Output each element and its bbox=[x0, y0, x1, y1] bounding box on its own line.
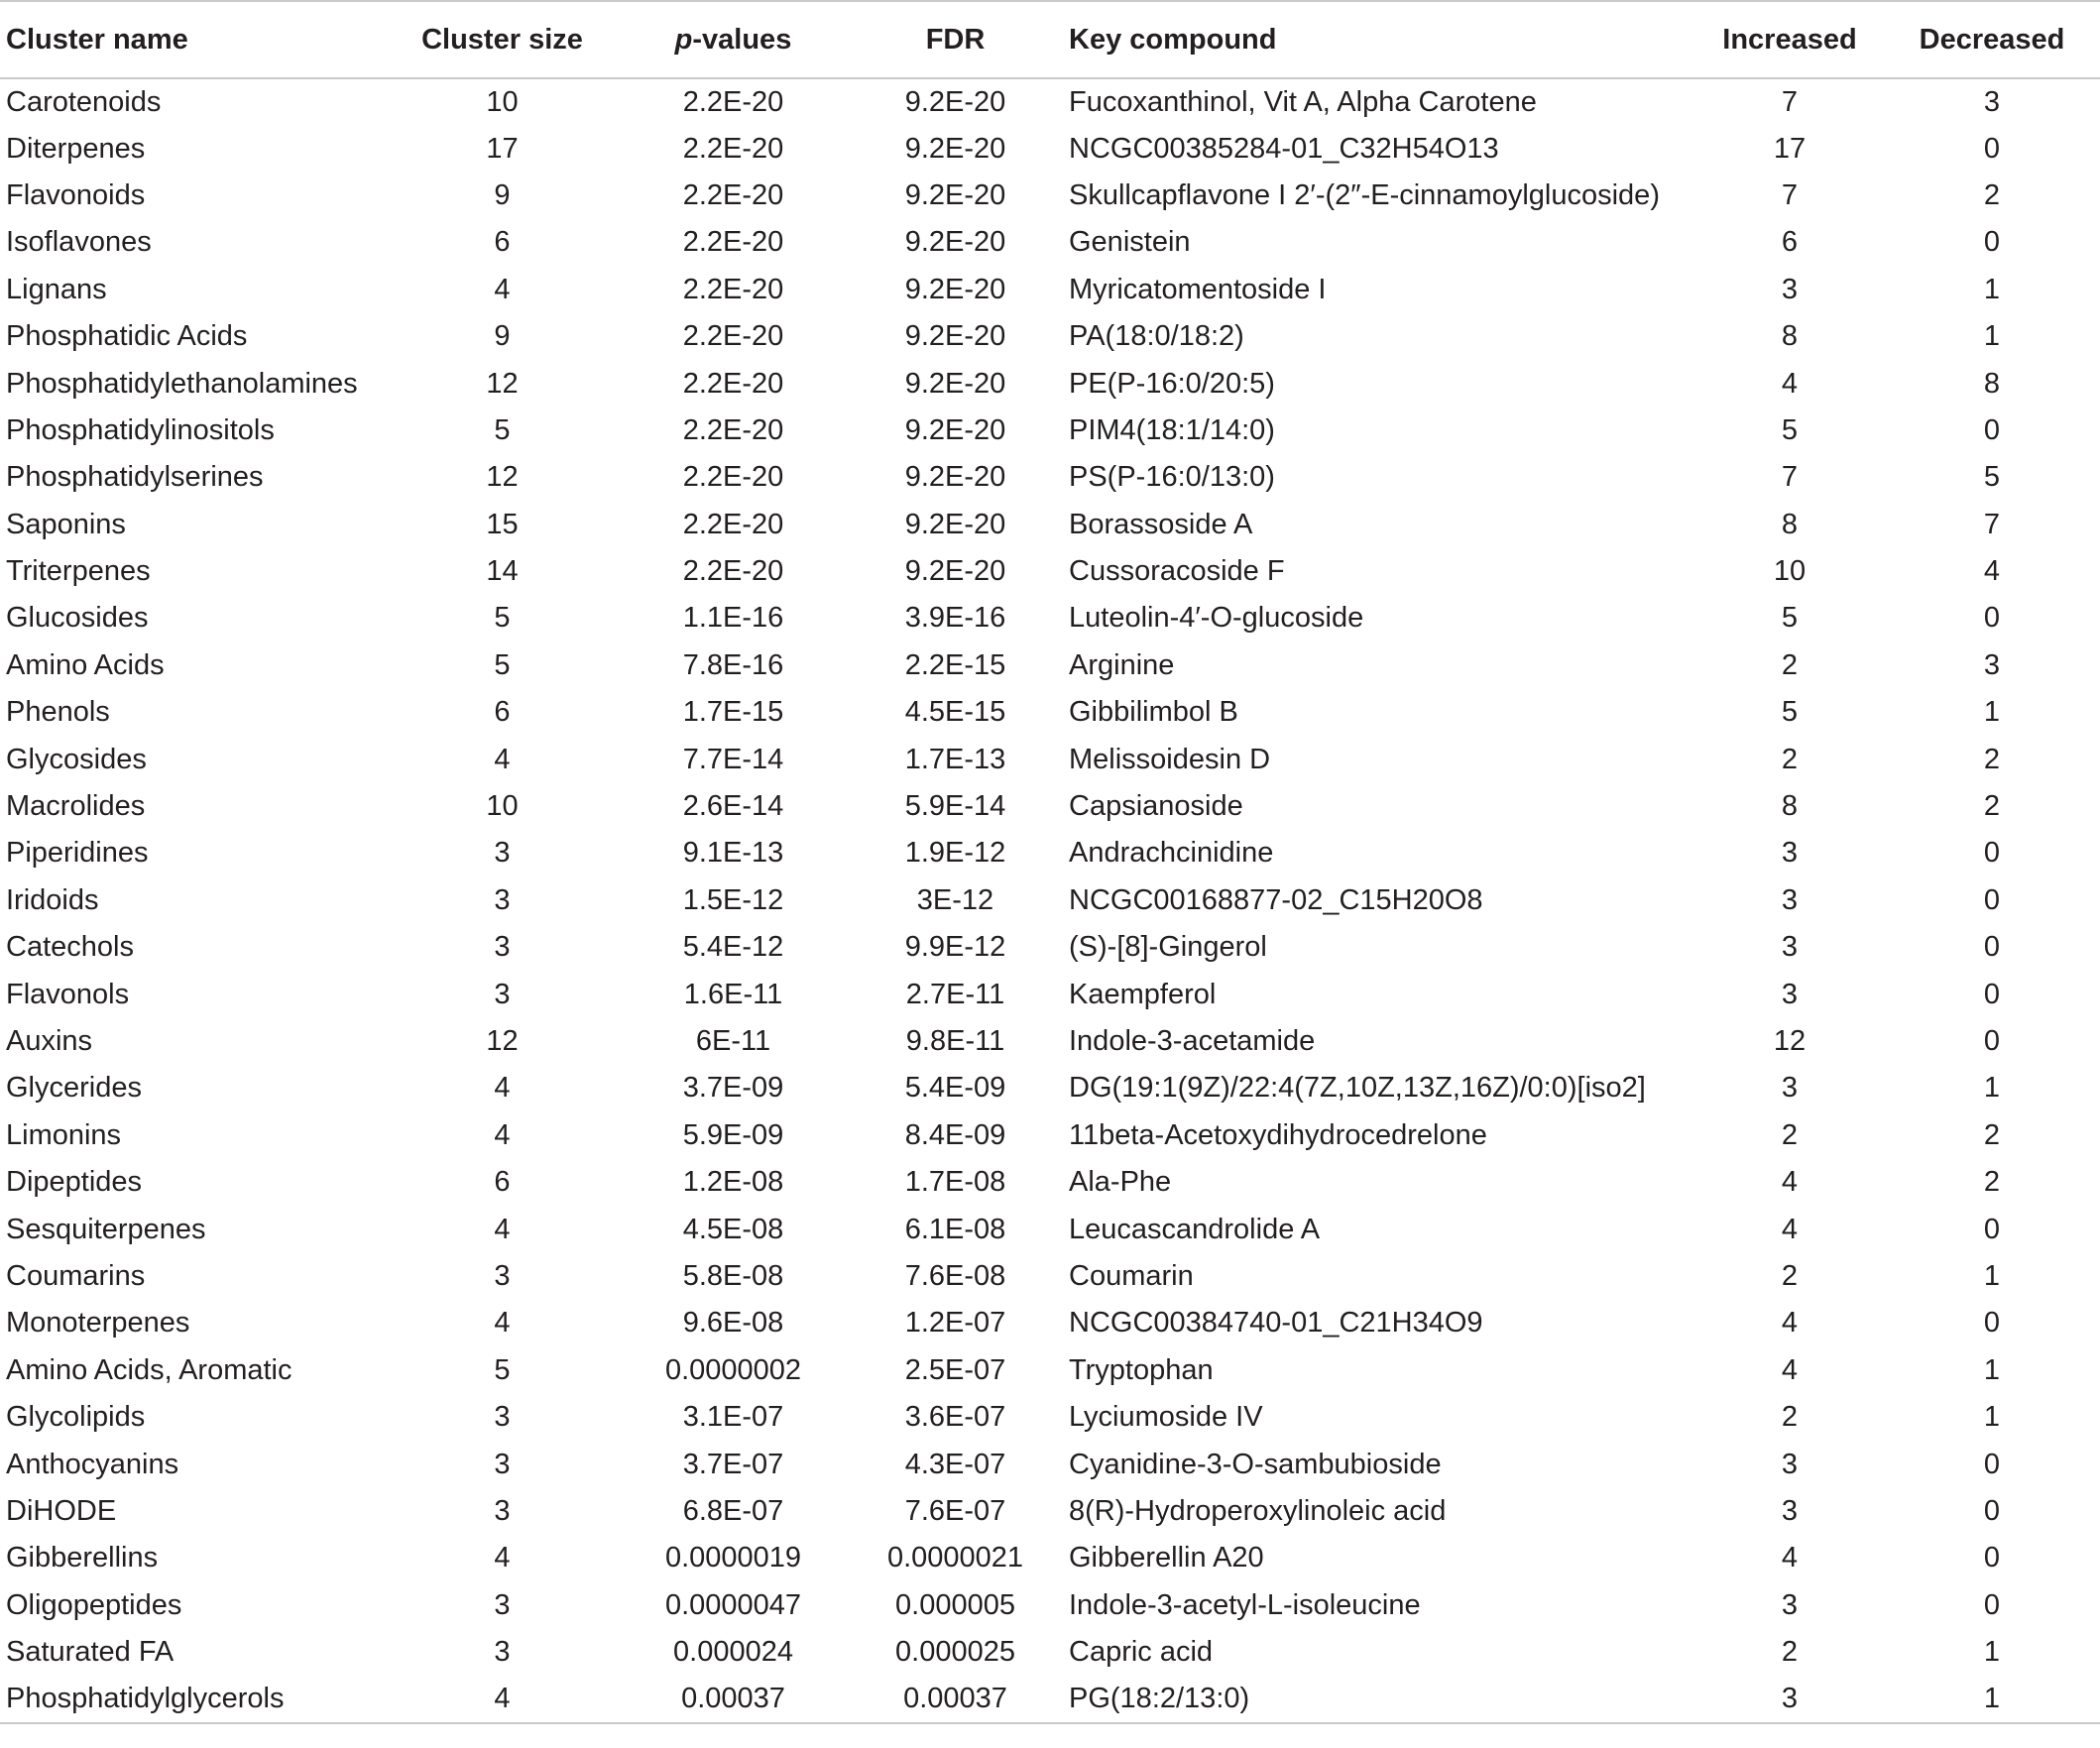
cell-decreased: 0 bbox=[1983, 1307, 2001, 1340]
header-p-values-rest: -values bbox=[692, 23, 792, 56]
table-row bbox=[0, 1300, 2100, 1346]
cell-key-compound: Indole-3-acetamide bbox=[1069, 1025, 1316, 1057]
cell-cluster-size: 4 bbox=[494, 1542, 511, 1574]
cell-p-value: 1.6E-11 bbox=[683, 978, 783, 1010]
cell-fdr: 5.9E-14 bbox=[904, 790, 1006, 823]
cell-fdr: 0.000025 bbox=[895, 1636, 1015, 1669]
cell-p-value: 3.7E-09 bbox=[682, 1072, 784, 1105]
header-cluster-name: Cluster name bbox=[0, 1, 380, 78]
cell-p-value: 2.2E-20 bbox=[682, 461, 784, 494]
cell-cluster-size: 4 bbox=[380, 1676, 625, 1722]
cell-p-value: 4.5E-08 bbox=[682, 1213, 784, 1245]
cell-cluster-size: 3 bbox=[494, 1401, 511, 1434]
cell-cluster-name: Lignans bbox=[6, 273, 107, 305]
cell-decreased: 1 bbox=[1884, 1676, 2100, 1722]
cell-cluster-name: Carotenoids bbox=[6, 85, 162, 118]
cell-p-value: 3.7E-07 bbox=[682, 1448, 784, 1480]
cell-decreased: 8 bbox=[1983, 367, 2001, 400]
cell-key-compound: Cussoracoside F bbox=[1069, 555, 1285, 588]
cell-increased: 2 bbox=[1781, 648, 1799, 681]
cell-decreased: 1 bbox=[1983, 1353, 2001, 1386]
cell-key-compound: PA(18:0/18:2) bbox=[1069, 320, 1244, 353]
cell-p-value: 2.2E-20 bbox=[682, 320, 784, 353]
cell-key-compound: (S)-[8]-Gingerol bbox=[1069, 931, 1267, 964]
cell-p-value: 1.2E-08 bbox=[682, 1166, 784, 1199]
cell-cluster-size: 3 bbox=[494, 1636, 511, 1669]
cell-decreased: 0 bbox=[1983, 978, 2001, 1010]
cell-decreased: 0 bbox=[1983, 1448, 2001, 1480]
cell-cluster-size: 4 bbox=[494, 743, 511, 775]
cell-decreased: 2 bbox=[1983, 743, 2001, 775]
table-row bbox=[0, 1394, 2100, 1441]
table-row bbox=[0, 1018, 2100, 1065]
cell-increased: 8 bbox=[1781, 508, 1799, 540]
cell-cluster-size: 3 bbox=[494, 1259, 511, 1292]
table-row bbox=[0, 173, 2100, 219]
cell-key-compound: Arginine bbox=[1069, 648, 1175, 681]
cell-decreased: 2 bbox=[1983, 1166, 2001, 1199]
cell-p-value: 0.0000002 bbox=[664, 1353, 802, 1386]
cell-fdr: 1.7E-08 bbox=[904, 1166, 1006, 1199]
cell-cluster-name: Diterpenes bbox=[6, 132, 146, 165]
cell-p-value: 9.1E-13 bbox=[682, 837, 784, 870]
cell-cluster-size: 12 bbox=[486, 461, 519, 494]
cell-p-value: 1.7E-15 bbox=[682, 696, 784, 729]
cell-cluster-name: Glucosides bbox=[6, 602, 149, 635]
header-row bbox=[0, 1, 2100, 78]
header-p-values-italic: p bbox=[674, 23, 693, 56]
header-fdr: FDR bbox=[842, 1, 1069, 78]
cell-fdr: 2.5E-07 bbox=[904, 1353, 1006, 1386]
cell-key-compound: Gibbilimbol B bbox=[1069, 696, 1238, 729]
cell-increased: 3 bbox=[1781, 1588, 1799, 1621]
cell-cluster-name: Flavonols bbox=[6, 978, 130, 1010]
cell-decreased: 1 bbox=[1983, 1259, 2001, 1292]
cell-cluster-size: 5 bbox=[494, 413, 511, 446]
cell-increased: 3 bbox=[1781, 1494, 1799, 1527]
table-row bbox=[0, 502, 2100, 548]
cell-decreased: 4 bbox=[1983, 555, 2001, 588]
cell-cluster-size: 17 bbox=[486, 132, 519, 165]
cell-key-compound: Andrachcinidine bbox=[1069, 837, 1274, 870]
table-row bbox=[0, 313, 2100, 360]
cell-increased: 4 bbox=[1781, 1353, 1799, 1386]
cell-decreased: 2 bbox=[1983, 1118, 2001, 1151]
cell-increased: 3 bbox=[1781, 931, 1799, 964]
cell-decreased: 0 bbox=[1983, 602, 2001, 635]
cell-key-compound: DG(19:1(9Z)/22:4(7Z,10Z,13Z,16Z)/0:0)[iso2] bbox=[1069, 1072, 1646, 1105]
cell-fdr: 1.7E-13 bbox=[904, 743, 1006, 775]
cell-increased: 2 bbox=[1781, 1636, 1799, 1669]
table-row bbox=[0, 408, 2100, 454]
cell-decreased: 3 bbox=[1983, 648, 2001, 681]
cell-cluster-size: 10 bbox=[486, 790, 519, 823]
table-row bbox=[0, 454, 2100, 501]
cell-cluster-name: DiHODE bbox=[6, 1494, 117, 1527]
header-decreased: Decreased bbox=[1884, 1, 2100, 78]
table-row bbox=[0, 924, 2100, 971]
cell-cluster-size: 3 bbox=[494, 931, 511, 964]
cell-key-compound: Lyciumoside IV bbox=[1069, 1401, 1263, 1434]
cell-increased: 3 bbox=[1781, 883, 1799, 916]
cell-increased: 4 bbox=[1781, 1213, 1799, 1245]
cell-key-compound: Fucoxanthinol, Vit A, Alpha Carotene bbox=[1069, 85, 1537, 118]
cell-cluster-size: 15 bbox=[486, 508, 519, 540]
table-row bbox=[0, 783, 2100, 830]
cell-cluster-size: 4 bbox=[494, 273, 511, 305]
cell-cluster-size: 5 bbox=[494, 1353, 511, 1386]
cell-increased: 5 bbox=[1781, 602, 1799, 635]
cell-increased: 7 bbox=[1781, 461, 1799, 494]
cell-cluster-name: Isoflavones bbox=[6, 226, 152, 259]
cell-fdr: 9.2E-20 bbox=[904, 461, 1006, 494]
cell-decreased: 0 bbox=[1983, 1025, 2001, 1057]
header-p-values bbox=[625, 1, 842, 78]
cell-decreased: 2 bbox=[1983, 178, 2001, 211]
cell-fdr: 6.1E-08 bbox=[904, 1213, 1006, 1245]
cell-fdr: 5.4E-09 bbox=[904, 1072, 1006, 1105]
cell-cluster-name: Glycosides bbox=[6, 743, 147, 775]
cell-decreased: 0 bbox=[1983, 837, 2001, 870]
cell-increased: 4 bbox=[1781, 1542, 1799, 1574]
cell-fdr: 9.2E-20 bbox=[904, 367, 1006, 400]
cell-cluster-size: 9 bbox=[494, 320, 511, 353]
cell-key-compound: Capric acid bbox=[1069, 1636, 1214, 1669]
cell-cluster-size: 3 bbox=[494, 883, 511, 916]
cell-cluster-name: Gibberellins bbox=[6, 1542, 159, 1574]
cell-cluster-size: 4 bbox=[494, 1307, 511, 1340]
table-body bbox=[0, 78, 2100, 1723]
header-key-compound: Key compound bbox=[1069, 1, 1695, 78]
header-cluster-size: Cluster size bbox=[380, 1, 625, 78]
cell-key-compound: Tryptophan bbox=[1069, 1353, 1214, 1386]
cell-decreased: 0 bbox=[1983, 226, 2001, 259]
table-row bbox=[0, 219, 2100, 266]
table-row bbox=[0, 1206, 2100, 1252]
header-increased: Increased bbox=[1695, 1, 1884, 78]
cell-cluster-size: 4 bbox=[494, 1213, 511, 1245]
cell-cluster-size: 3 bbox=[494, 978, 511, 1010]
cell-cluster-size: 4 bbox=[494, 1072, 511, 1105]
cell-key-compound: PS(P-16:0/13:0) bbox=[1069, 461, 1275, 494]
cell-p-value: 5.9E-09 bbox=[682, 1118, 784, 1151]
cell-p-value: 2.2E-20 bbox=[682, 413, 784, 446]
cell-fdr: 9.2E-20 bbox=[904, 413, 1006, 446]
cell-fdr: 0.00037 bbox=[842, 1676, 1069, 1722]
cell-fdr: 1.9E-12 bbox=[904, 837, 1006, 870]
cell-cluster-name: Amino Acids, Aromatic bbox=[6, 1353, 292, 1386]
cell-fdr: 4.5E-15 bbox=[904, 696, 1006, 729]
cell-cluster-size: 10 bbox=[486, 85, 519, 118]
cell-p-value: 3.1E-07 bbox=[682, 1401, 784, 1434]
cell-cluster-size: 5 bbox=[494, 648, 511, 681]
cell-p-value: 7.8E-16 bbox=[682, 648, 784, 681]
cell-increased: 7 bbox=[1781, 85, 1799, 118]
cell-cluster-size: 3 bbox=[494, 837, 511, 870]
cell-p-value: 5.4E-12 bbox=[682, 931, 784, 964]
cell-increased: 2 bbox=[1781, 1401, 1799, 1434]
cell-cluster-size: 3 bbox=[494, 1448, 511, 1480]
cell-cluster-name: Oligopeptides bbox=[6, 1588, 182, 1621]
cell-cluster-name: Phenols bbox=[6, 696, 110, 729]
cell-key-compound: 11beta-Acetoxydihydrocedrelone bbox=[1069, 1118, 1487, 1151]
cell-p-value: 5.8E-08 bbox=[682, 1259, 784, 1292]
cell-key-compound: PIM4(18:1/14:0) bbox=[1069, 413, 1275, 446]
cell-fdr: 2.2E-15 bbox=[904, 648, 1006, 681]
cell-key-compound: Capsianoside bbox=[1069, 790, 1243, 823]
cell-key-compound: NCGC00384740-01_C21H34O9 bbox=[1069, 1307, 1483, 1340]
cell-p-value: 7.7E-14 bbox=[682, 743, 784, 775]
cell-decreased: 0 bbox=[1983, 132, 2001, 165]
table-row bbox=[0, 1441, 2100, 1487]
cell-increased: 4 bbox=[1781, 367, 1799, 400]
cell-cluster-name: Triterpenes bbox=[6, 555, 151, 588]
cell-decreased: 1 bbox=[1983, 1636, 2001, 1669]
cell-cluster-size: 6 bbox=[494, 1166, 511, 1199]
cell-decreased: 1 bbox=[1983, 273, 2001, 305]
cell-key-compound: Cyanidine-3-O-sambubioside bbox=[1069, 1448, 1442, 1480]
cell-fdr: 8.4E-09 bbox=[904, 1118, 1006, 1151]
table-row bbox=[0, 548, 2100, 595]
cell-increased: 5 bbox=[1781, 696, 1799, 729]
table-row bbox=[0, 971, 2100, 1017]
cell-fdr: 9.2E-20 bbox=[904, 178, 1006, 211]
cell-cluster-size: 5 bbox=[494, 602, 511, 635]
cell-p-value: 2.6E-14 bbox=[682, 790, 784, 823]
cell-fdr: 3E-12 bbox=[916, 883, 994, 916]
cell-p-value: 2.2E-20 bbox=[682, 367, 784, 400]
cell-key-compound: Leucascandrolide A bbox=[1069, 1213, 1321, 1245]
cell-key-compound: Indole-3-acetyl-L-isoleucine bbox=[1069, 1588, 1421, 1621]
cell-fdr: 9.8E-11 bbox=[905, 1025, 1005, 1057]
cell-p-value: 0.000024 bbox=[673, 1636, 793, 1669]
cell-increased: 12 bbox=[1773, 1025, 1807, 1057]
cell-key-compound: Melissoidesin D bbox=[1069, 743, 1271, 775]
cell-cluster-name: Macrolides bbox=[6, 790, 146, 823]
table-row bbox=[0, 689, 2100, 736]
cell-p-value: 2.2E-20 bbox=[682, 85, 784, 118]
cell-increased: 4 bbox=[1781, 1166, 1799, 1199]
cell-cluster-size: 9 bbox=[494, 178, 511, 211]
cell-cluster-name: Phosphatidylserines bbox=[6, 461, 264, 494]
cell-increased: 3 bbox=[1781, 1448, 1799, 1480]
cell-p-value: 2.2E-20 bbox=[682, 508, 784, 540]
cell-key-compound: Ala-Phe bbox=[1069, 1166, 1172, 1199]
table-row bbox=[0, 78, 2100, 125]
cell-p-value: 6E-11 bbox=[695, 1025, 771, 1057]
cell-increased: 10 bbox=[1773, 555, 1807, 588]
table-row bbox=[0, 1253, 2100, 1300]
cell-decreased: 1 bbox=[1983, 696, 2001, 729]
cell-decreased: 0 bbox=[1983, 1213, 2001, 1245]
cell-fdr: 0.0000021 bbox=[886, 1542, 1024, 1574]
cell-fdr: 7.6E-08 bbox=[904, 1259, 1006, 1292]
cell-key-compound: Borassoside A bbox=[1069, 508, 1253, 540]
cell-fdr: 0.000005 bbox=[895, 1588, 1015, 1621]
cell-increased: 5 bbox=[1781, 413, 1799, 446]
cell-key-compound: 8(R)-Hydroperoxylinoleic acid bbox=[1069, 1494, 1447, 1527]
cell-fdr: 7.6E-07 bbox=[904, 1494, 1006, 1527]
cell-fdr: 9.2E-20 bbox=[904, 85, 1006, 118]
table-row bbox=[0, 1347, 2100, 1394]
cell-fdr: 9.9E-12 bbox=[904, 931, 1006, 964]
table-row bbox=[0, 1676, 2100, 1722]
cell-cluster-name: Auxins bbox=[6, 1025, 93, 1057]
cell-fdr: 2.7E-11 bbox=[905, 978, 1005, 1010]
cell-fdr: 9.2E-20 bbox=[904, 132, 1006, 165]
cell-cluster-name: Limonins bbox=[6, 1118, 122, 1151]
cell-increased: 4 bbox=[1781, 1307, 1799, 1340]
cell-cluster-name: Saponins bbox=[6, 508, 126, 540]
table-row bbox=[0, 360, 2100, 407]
cell-decreased: 0 bbox=[1983, 1494, 2001, 1527]
cell-cluster-name: Piperidines bbox=[6, 837, 149, 870]
cell-p-value: 6.8E-07 bbox=[682, 1494, 784, 1527]
cell-cluster-name: Flavonoids bbox=[6, 178, 146, 211]
cell-cluster-name: Phosphatidylinositols bbox=[6, 413, 275, 446]
table-row bbox=[0, 1112, 2100, 1159]
cell-key-compound: Kaempferol bbox=[1069, 978, 1217, 1010]
cell-fdr: 9.2E-20 bbox=[904, 273, 1006, 305]
cell-cluster-name: Phosphatidylethanolamines bbox=[6, 367, 358, 400]
cell-decreased: 0 bbox=[1983, 413, 2001, 446]
table-row bbox=[0, 1488, 2100, 1535]
cell-cluster-size: 6 bbox=[494, 226, 511, 259]
cell-p-value: 2.2E-20 bbox=[682, 226, 784, 259]
cell-decreased: 1 bbox=[1983, 1401, 2001, 1434]
cell-fdr: 9.2E-20 bbox=[904, 555, 1006, 588]
cell-cluster-name: Phosphatidylglycerols bbox=[0, 1676, 380, 1722]
cell-decreased: 3 bbox=[1983, 85, 2001, 118]
cell-p-value: 0.0000019 bbox=[664, 1542, 802, 1574]
cell-p-value: 2.2E-20 bbox=[682, 178, 784, 211]
cell-increased: 7 bbox=[1781, 178, 1799, 211]
cell-key-compound: Luteolin-4′-O-glucoside bbox=[1069, 602, 1364, 635]
table-row bbox=[0, 830, 2100, 876]
cell-p-value: 0.00037 bbox=[625, 1676, 842, 1722]
cell-cluster-size: 4 bbox=[494, 1118, 511, 1151]
cell-increased: 2 bbox=[1781, 1118, 1799, 1151]
cell-cluster-name: Anthocyanins bbox=[6, 1448, 179, 1480]
cell-decreased: 0 bbox=[1983, 1542, 2001, 1574]
cell-increased: 2 bbox=[1781, 1259, 1799, 1292]
table-row bbox=[0, 267, 2100, 313]
cell-fdr: 9.2E-20 bbox=[904, 320, 1006, 353]
cell-p-value: 2.2E-20 bbox=[682, 273, 784, 305]
table-row bbox=[0, 877, 2100, 924]
cell-p-value: 1.1E-16 bbox=[682, 602, 784, 635]
cell-increased: 8 bbox=[1781, 790, 1799, 823]
cell-p-value: 2.2E-20 bbox=[682, 555, 784, 588]
cell-key-compound: Gibberellin A20 bbox=[1069, 1542, 1264, 1574]
cell-key-compound: Genistein bbox=[1069, 226, 1191, 259]
cell-fdr: 9.2E-20 bbox=[904, 508, 1006, 540]
cell-key-compound: Myricatomentoside I bbox=[1069, 273, 1327, 305]
table-row bbox=[0, 1629, 2100, 1676]
table-row bbox=[0, 736, 2100, 782]
cell-cluster-name: Monoterpenes bbox=[6, 1307, 190, 1340]
table-row bbox=[0, 1065, 2100, 1111]
cell-decreased: 2 bbox=[1983, 790, 2001, 823]
cell-decreased: 1 bbox=[1983, 320, 2001, 353]
cell-cluster-name: Saturated FA bbox=[6, 1636, 175, 1669]
cell-cluster-size: 12 bbox=[486, 1025, 519, 1057]
cell-increased: 2 bbox=[1781, 743, 1799, 775]
cell-cluster-name: Iridoids bbox=[6, 883, 99, 916]
cell-cluster-name: Dipeptides bbox=[6, 1166, 143, 1199]
cell-key-compound: NCGC00385284-01_C32H54O13 bbox=[1069, 132, 1499, 165]
cell-decreased: 5 bbox=[1983, 461, 2001, 494]
cell-fdr: 4.3E-07 bbox=[904, 1448, 1006, 1480]
cell-decreased: 0 bbox=[1983, 1588, 2001, 1621]
cell-cluster-name: Glycerides bbox=[6, 1072, 142, 1105]
cell-key-compound: Skullcapflavone I 2′-(2″-E-cinnamoylglucoside) bbox=[1069, 178, 1660, 211]
table-row bbox=[0, 1535, 2100, 1581]
cell-cluster-size: 6 bbox=[494, 696, 511, 729]
cell-cluster-name: Catechols bbox=[6, 931, 134, 964]
cell-cluster-name: Phosphatidic Acids bbox=[6, 320, 248, 353]
cell-increased: 6 bbox=[1781, 226, 1799, 259]
cell-increased: 8 bbox=[1781, 320, 1799, 353]
table-row bbox=[0, 1582, 2100, 1629]
cell-cluster-size: 3 bbox=[494, 1494, 511, 1527]
table-row bbox=[0, 595, 2100, 641]
cell-increased: 17 bbox=[1773, 132, 1807, 165]
cell-key-compound: NCGC00168877-02_C15H20O8 bbox=[1069, 883, 1483, 916]
table-row bbox=[0, 1159, 2100, 1206]
cell-cluster-size: 14 bbox=[486, 555, 519, 588]
cell-cluster-size: 3 bbox=[494, 1588, 511, 1621]
cell-key-compound: PE(P-16:0/20:5) bbox=[1069, 367, 1275, 400]
cell-decreased: 1 bbox=[1983, 1072, 2001, 1105]
cell-p-value: 2.2E-20 bbox=[682, 132, 784, 165]
cell-increased: 3 bbox=[1695, 1676, 1884, 1722]
cell-increased: 3 bbox=[1781, 837, 1799, 870]
cell-decreased: 0 bbox=[1983, 883, 2001, 916]
cell-cluster-size: 12 bbox=[486, 367, 519, 400]
cell-decreased: 0 bbox=[1983, 931, 2001, 964]
cell-cluster-name: Glycolipids bbox=[6, 1401, 146, 1434]
cell-key-compound: Coumarin bbox=[1069, 1259, 1194, 1292]
table-row bbox=[0, 125, 2100, 172]
cell-decreased: 7 bbox=[1983, 508, 2001, 540]
cell-fdr: 1.2E-07 bbox=[904, 1307, 1006, 1340]
cell-increased: 3 bbox=[1781, 1072, 1799, 1105]
table-row bbox=[0, 642, 2100, 689]
cell-cluster-name: Amino Acids bbox=[6, 648, 165, 681]
cell-fdr: 9.2E-20 bbox=[904, 226, 1006, 259]
cell-cluster-name: Sesquiterpenes bbox=[6, 1213, 206, 1245]
cell-fdr: 3.6E-07 bbox=[904, 1401, 1006, 1434]
cell-key-compound: PG(18:2/13:0) bbox=[1069, 1676, 1695, 1722]
cell-increased: 3 bbox=[1781, 978, 1799, 1010]
cell-increased: 3 bbox=[1781, 273, 1799, 305]
cell-p-value: 0.0000047 bbox=[664, 1588, 802, 1621]
cell-p-value: 1.5E-12 bbox=[682, 883, 784, 916]
cell-fdr: 3.9E-16 bbox=[904, 602, 1006, 635]
cell-p-value: 9.6E-08 bbox=[682, 1307, 784, 1340]
cell-cluster-name: Coumarins bbox=[6, 1259, 146, 1292]
